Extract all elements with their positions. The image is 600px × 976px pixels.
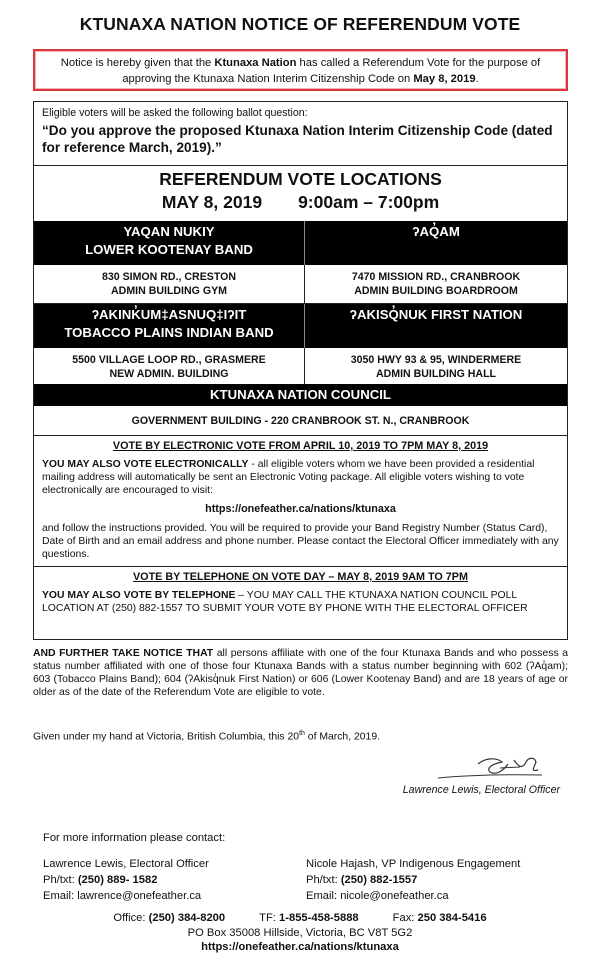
address-line: 830 SIMON RD., CRESTON: [101, 271, 237, 283]
telephone-vote-text: [42, 589, 559, 615]
notice-date: May 8, 2019: [413, 73, 476, 85]
ballot-section: [34, 102, 567, 166]
contact-name: Lawrence Lewis, Electoral Officer: [43, 858, 209, 870]
email-label: Email:: [43, 890, 78, 902]
location-tobacco-plains: [34, 304, 305, 348]
referendum-details-box: [33, 101, 568, 640]
location-lower-kootenay: [34, 221, 305, 265]
fax-number: 250 384-5416: [417, 912, 487, 924]
notice-text-2: has called a Referendum Vote for the purpose of approving the Ktunaxa Nation Interim Citizenship Code on: [122, 57, 541, 85]
address-grasmere: [34, 348, 305, 384]
address-line: 5500 VILLAGE LOOP RD., GRASMERE: [72, 354, 266, 366]
contact-email[interactable]: lawrence@onefeather.ca: [77, 890, 202, 902]
contact-email[interactable]: nicole@onefeather.ca: [340, 890, 449, 902]
electronic-vote-link[interactable]: https://onefeather.ca/nations/ktunaxa: [205, 503, 396, 515]
address-cranbrook: [305, 265, 567, 303]
council-name-bar: KTUNAXA NATION COUNCIL: [34, 384, 567, 406]
email-label: Email:: [306, 890, 341, 902]
tf-phone: 1-855-458-5888: [279, 912, 359, 924]
location-name-line: ʔAKISQ̓NUK FIRST NATION: [349, 307, 523, 322]
electronic-vote-instructions: and follow the instructions provided. You will be required to provide your Band Registry Number (Status Card), Date of Birth and an email address and phone number. Please contact the Electoral Officer immediately with any questions.: [42, 523, 559, 560]
location-names-row-1: [34, 221, 567, 265]
location-names-row-2: [34, 304, 567, 348]
contact-phone-row: [43, 872, 209, 888]
notice-text-3: .: [475, 73, 479, 85]
ballot-question: “Do you approve the proposed Ktunaxa Nation Interim Citizenship Code (dated for reference March, 2019).”: [42, 123, 553, 155]
location-name-line: LOWER KOOTENAY BAND: [85, 242, 253, 257]
locations-date-time: [34, 190, 567, 214]
telephone-vote-heading: VOTE BY TELEPHONE ON VOTE DAY – MAY 8, 2019 9AM TO 7PM: [132, 571, 468, 583]
given-text: Given under my hand at Victoria, British Columbia, this 20: [33, 731, 300, 743]
further-notice-lead: AND FURTHER TAKE NOTICE THAT: [33, 648, 214, 659]
given-ordinal: th: [299, 730, 305, 737]
contact-email-row: [43, 888, 209, 904]
given-text-2: of March, 2019.: [304, 731, 380, 743]
council-address: GOVERNMENT BUILDING - 220 CRANBROOK ST. N., CRANBROOK: [34, 406, 567, 436]
notice-nation: Ktunaxa Nation: [214, 57, 297, 69]
location-name-line: TOBACCO PLAINS INDIAN BAND: [64, 325, 274, 340]
office-label: Office:: [113, 912, 149, 924]
vote-date: MAY 8, 2019: [161, 192, 263, 212]
contact-name: Nicole Hajash, VP Indigenous Engagement: [306, 858, 521, 870]
location-addresses-row-2: [34, 348, 567, 384]
footer-phones: [0, 911, 600, 926]
telephone-vote-lead: YOU MAY ALSO VOTE BY TELEPHONE: [42, 590, 236, 601]
signature-image: [430, 752, 550, 784]
electronic-vote-body: - all eligible voters whom we have been provided a residential mailing address will automatically be sent an Electronic Voting package. All eligible voters wishing to vote electronically are encouraged to visit:: [42, 459, 535, 496]
contact-phone-row: [306, 872, 520, 888]
electronic-vote-section: [34, 436, 567, 567]
contact-email-row: [306, 888, 520, 904]
contact-heading: For more information please contact:: [43, 832, 226, 844]
location-name-line: ʔAKINK̓UM‡ASNUQ‡IʔIT: [91, 307, 247, 322]
electronic-vote-lead: YOU MAY ALSO VOTE ELECTRONICALLY: [42, 459, 249, 470]
location-name-line: YAQAN NUKIY: [123, 224, 215, 239]
location-name-line: ʔAQ̓AM: [412, 224, 460, 239]
location-aqam: [305, 221, 567, 265]
further-notice: [33, 647, 568, 699]
office-phone: (250) 384-8200: [148, 912, 226, 924]
address-line: NEW ADMIN. BUILDING: [109, 368, 229, 380]
address-line: ADMIN BUILDING GYM: [111, 285, 227, 297]
contact-phone: (250) 889- 1582: [77, 874, 158, 886]
location-akisqnuk: [305, 304, 567, 348]
ballot-intro: Eligible voters will be asked the following ballot question:: [42, 107, 308, 119]
page-title: KTUNAXA NATION NOTICE OF REFERENDUM VOTE: [79, 14, 521, 34]
address-line: 7470 MISSION RD., CRANBROOK: [351, 271, 521, 283]
location-addresses-row-1: [34, 265, 567, 304]
given-statement: [33, 727, 568, 743]
contact-phone: (250) 882-1557: [340, 874, 418, 886]
address-line: 3050 HWY 93 & 95, WINDERMERE: [350, 354, 522, 366]
further-notice-body: all persons affiliate with one of the four Ktunaxa Bands and who possess a status number affiliated with one of those four Ktunaxa Bands with a status number beginning with 602 (ʔAq̓am); 603 (Tobacco Plains Band); 604 (ʔAkisq̓nuk First Nation) or 606 (Lower Kootenay Band) and are 18 years of age or older as of the date of the Referendum Vote are eligible to vote.: [33, 648, 568, 698]
address-windermere: [305, 348, 567, 384]
signature-name: Lawrence Lewis, Electoral Officer: [402, 784, 560, 796]
phone-label: Ph/txt:: [306, 874, 341, 886]
contact-nicole: [306, 856, 520, 904]
locations-heading: REFERENDUM VOTE LOCATIONS: [159, 169, 442, 189]
telephone-vote-body: – YOU MAY CALL THE KTUNAXA NATION COUNCIL POLL LOCATION AT (250) 882-1557 TO SUBMIT YOUR VOTE BY PHONE WITH THE ELECTORAL OFFICER: [42, 590, 528, 614]
phone-label: Ph/txt:: [43, 874, 78, 886]
locations-header: [34, 166, 567, 221]
telephone-vote-section: [34, 567, 567, 639]
electronic-vote-text: [42, 458, 559, 497]
vote-time: 9:00am – 7:00pm: [298, 192, 440, 212]
footer: [0, 911, 600, 955]
contact-lawrence: [43, 856, 209, 904]
address-creston: [34, 265, 305, 303]
address-line: ADMIN BUILDING BOARDROOM: [354, 285, 518, 297]
notice-text: Notice is hereby given that the: [60, 57, 215, 69]
tf-label: TF:: [259, 912, 280, 924]
notice-box: [33, 49, 568, 91]
footer-link[interactable]: https://onefeather.ca/nations/ktunaxa: [201, 941, 399, 953]
fax-label: Fax:: [392, 912, 418, 924]
footer-address: PO Box 35008 Hillside, Victoria, BC V8T 5G2: [187, 926, 413, 939]
address-line: ADMIN BUILDING HALL: [375, 368, 497, 380]
electronic-vote-heading: VOTE BY ELECTRONIC VOTE FROM APRIL 10, 2019 TO 7PM MAY 8, 2019: [112, 440, 489, 452]
